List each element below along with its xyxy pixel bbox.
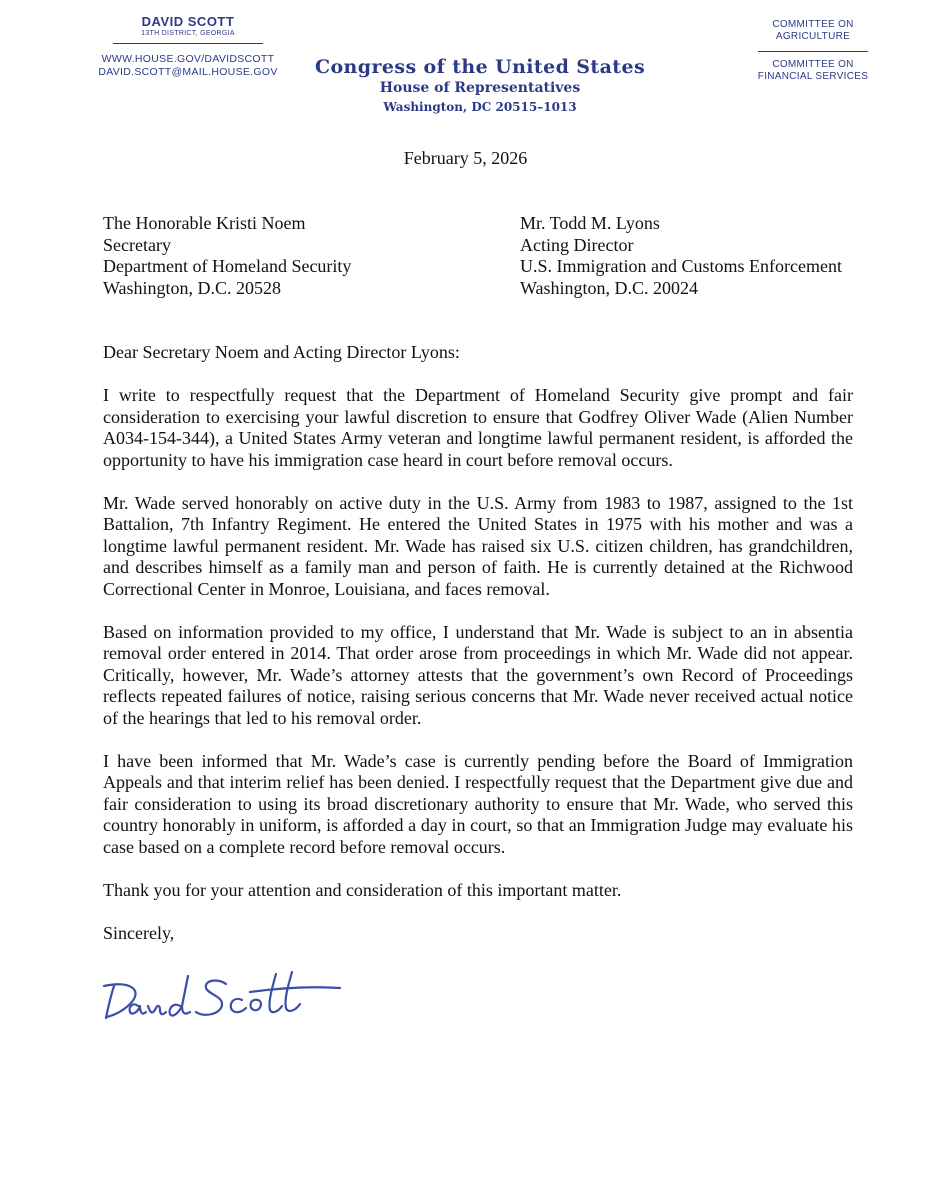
house-address: Washington, DC 20515–1013 xyxy=(383,100,577,114)
closing: Sincerely, xyxy=(103,922,175,943)
committee-2-line-2: FINANCIAL SERVICES xyxy=(757,71,869,82)
letter-date: February 5, 2026 xyxy=(403,148,528,168)
congress-title: Congress of the United States xyxy=(314,56,646,78)
committee-2-line-1: COMMITTEE ON xyxy=(772,59,854,70)
paragraph-pending-case: I have been informed that Mr. Wade’s case is currently pending before the Board of Immigration Appeals and that interim relief has been denied. I respectfully request that the Department give due and fair consideration to using its broad discretionary authority to ensure that Mr. Wade, who served this country honorably in uniform, is afforded a day in court, so that an Immigration Judge may evaluate his case based on a complete record before removal occurs. xyxy=(103,750,853,857)
paragraph-request: I write to respectfully request that the Department of Homeland Security give prompt and fair consideration to exercising your lawful discretion to ensure that Godfrey Oliver Wade (Alien Number A034-154-344), a United States Army veteran and longtime lawful permanent resident, is afforded the opportunity to have his immigration case heard in court before removal occurs. xyxy=(103,385,853,470)
member-email: DAVID.SCOTT@MAIL.HOUSE.GOV xyxy=(98,66,278,78)
recipient-org: U.S. Immigration and Customs Enforcement xyxy=(520,256,842,276)
letterhead-divider xyxy=(113,43,263,44)
member-website: WWW.HOUSE.GOV/DAVIDSCOTT xyxy=(101,53,275,65)
letterhead-center xyxy=(270,56,690,114)
recipient-block-noem xyxy=(103,213,351,299)
letterhead-left xyxy=(78,14,298,79)
letter-body xyxy=(103,342,853,944)
recipient-city: Washington, D.C. 20528 xyxy=(103,277,282,298)
committee-1-line-2: AGRICULTURE xyxy=(775,31,851,42)
paragraph-thanks: Thank you for your attention and consideration of this important matter. xyxy=(103,879,622,900)
salutation: Dear Secretary Noem and Acting Director Lyons: xyxy=(103,342,460,362)
signature-image xyxy=(100,962,360,1032)
house-title: House of Representatives xyxy=(379,80,581,96)
recipient-org: Department of Homeland Security xyxy=(103,256,352,276)
recipient-name: Mr. Todd M. Lyons xyxy=(520,213,660,233)
committee-divider xyxy=(758,51,868,52)
recipient-block-lyons xyxy=(520,213,842,299)
member-district: 13TH DISTRICT, GEORGIA xyxy=(141,30,235,37)
recipient-title: Secretary xyxy=(103,234,171,255)
recipient-city: Washington, D.C. 20024 xyxy=(520,277,699,298)
paragraph-background: Mr. Wade served honorably on active duty in the U.S. Army from 1983 to 1987, assigned to the 1st Battalion, 7th Infantry Regiment. He entered the United States in 1975 with his mother and was a longtime lawful permanent resident. Mr. Wade has raised six U.S. citizen children, has grandchildren, and describes himself as a family man and person of faith. He is currently detained at the Richwood Correctional Center in Monroe, Louisiana, and faces removal. xyxy=(103,492,853,599)
recipient-title: Acting Director xyxy=(520,234,634,255)
letterhead-right xyxy=(733,19,893,83)
member-name: DAVID SCOTT xyxy=(141,14,235,29)
signature xyxy=(100,962,360,1037)
committee-1-line-1: COMMITTEE ON xyxy=(772,19,854,30)
recipient-name: The Honorable Kristi Noem xyxy=(103,213,306,233)
paragraph-removal-order: Based on information provided to my office, I understand that Mr. Wade is subject to an in absentia removal order entered in 2014. That order arose from proceedings in which Mr. Wade did not appear. Critically, however, Mr. Wade’s attorney attests that the government’s own Record of Proceedings reflects repeated failures of notice, raising serious concerns that Mr. Wade never received actual notice of the hearings that led to his removal order. xyxy=(103,621,853,728)
